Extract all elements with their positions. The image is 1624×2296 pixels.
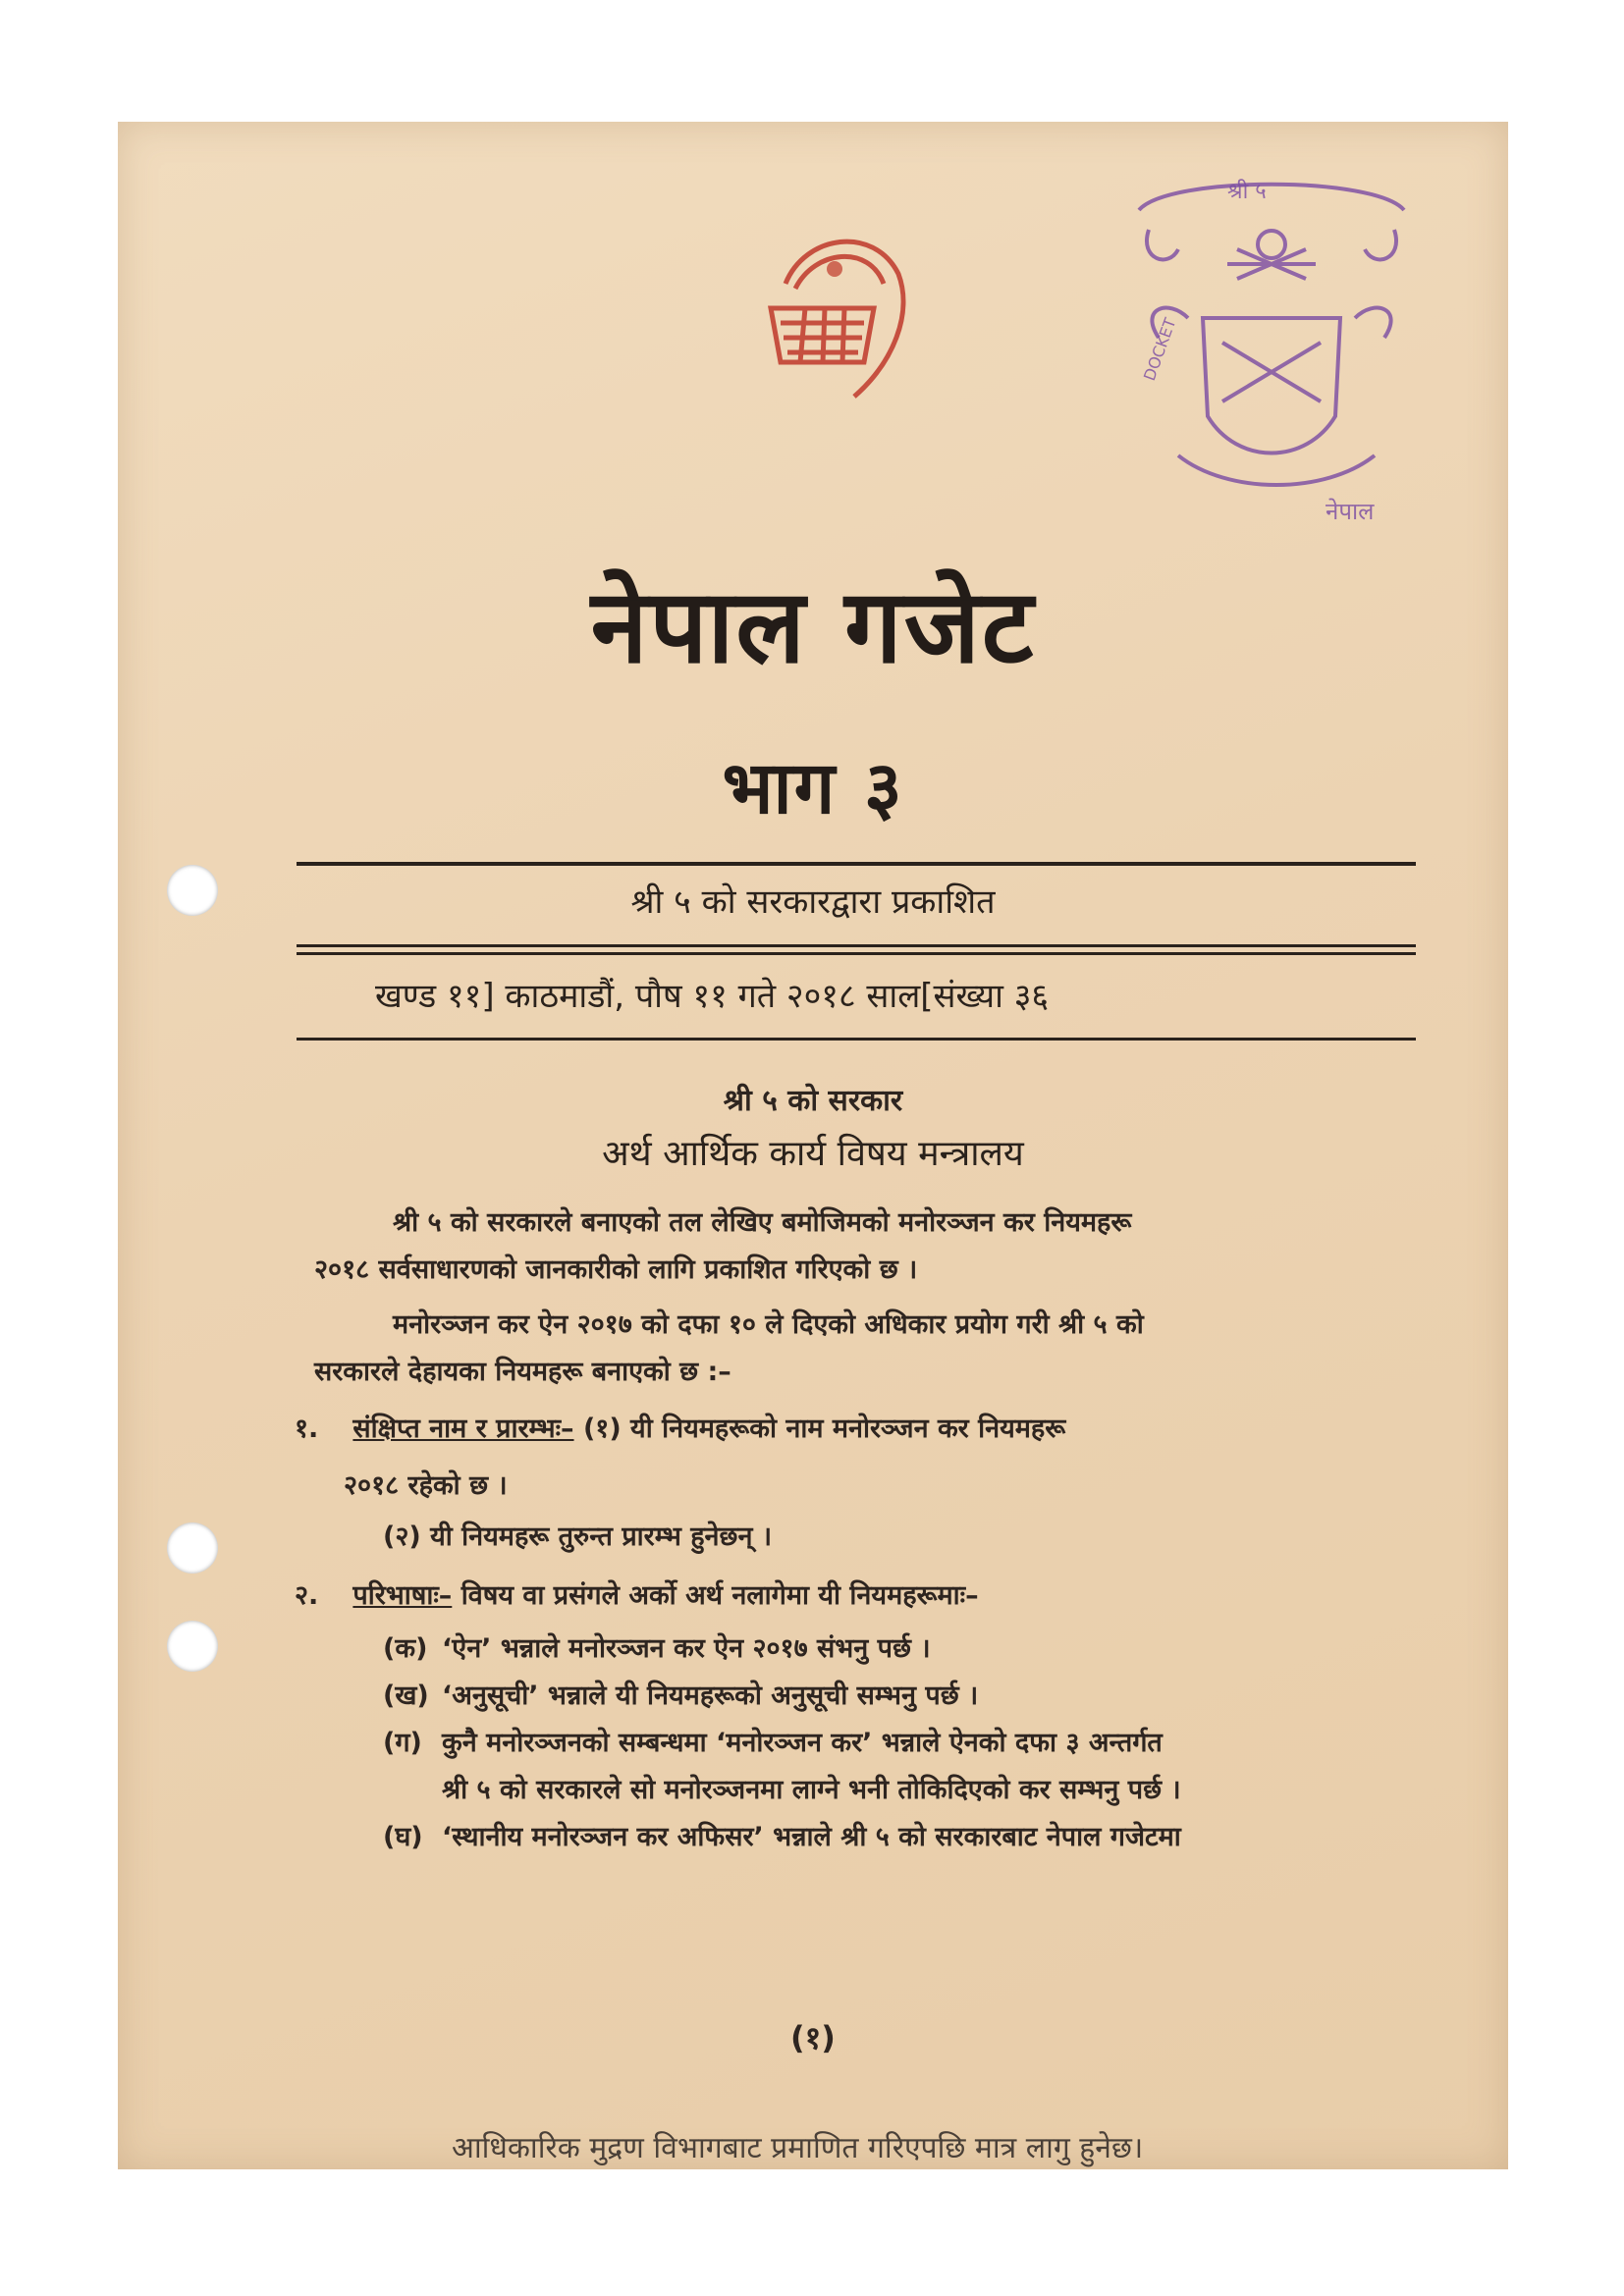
- definition-text: कुनै मनोरञ्जनको सम्बन्धमा ‘मनोरञ्जन कर’ भन्नाले ऐनको दफा ३ अन्तर्गत: [442, 1728, 1163, 1758]
- issue-number: [संख्या ३६: [920, 977, 1050, 1016]
- publisher-line: श्री ५ को सरकारद्वारा प्रकाशित: [630, 882, 996, 922]
- rule-1-number: १.: [295, 1414, 319, 1444]
- seal-docket-text: DOCKET: [1139, 315, 1180, 384]
- masthead-rule-double-1: [297, 944, 1416, 947]
- rule-2-heading: परिभाषाः–: [352, 1580, 453, 1611]
- masthead-rule-double-2: [297, 952, 1416, 955]
- definition-label: (ख): [383, 1681, 429, 1711]
- definition-item: [295, 1720, 1434, 1767]
- punch-hole: [167, 1621, 218, 1672]
- rule-1: [295, 1406, 1434, 1561]
- rule-2-intro: विषय वा प्रसंगले अर्को अर्थ नलागेमा यी नियमहरूमाः–: [460, 1580, 979, 1611]
- ministry-heading: अर्थ आर्थिक कार्य विषय मन्त्रालय: [602, 1134, 1024, 1174]
- authority-heading: श्री ५ को सरकार: [723, 1084, 903, 1118]
- preamble: [314, 1200, 1434, 1396]
- definition-item: [295, 1673, 1434, 1720]
- issue-line: [375, 972, 1416, 1017]
- rule-1-line2: २०१८ रहेको छ ।: [344, 1470, 508, 1501]
- rule-1-line3: (२) यी नियमहरू तुरुन्त प्रारम्भ हुनेछन् ।: [383, 1522, 773, 1552]
- rule-1-heading: संक्षिप्त नाम र प्रारम्भः–: [352, 1414, 574, 1444]
- definition-item: [295, 1767, 1434, 1814]
- footer-note: आधिकारिक मुद्रण विभागबाट प्रमाणित गरिएपछि मात्र लागु हुनेछ।: [452, 2131, 1144, 2165]
- definition-label: (ग): [383, 1728, 422, 1758]
- definition-label: (क): [383, 1633, 428, 1664]
- rule-2: [295, 1573, 1434, 1861]
- definition-item: [295, 1626, 1434, 1673]
- definition-label: (घ): [383, 1822, 423, 1852]
- definition-item: [295, 1814, 1434, 1861]
- preamble-p2-line1: मनोरञ्जन कर ऐन २०१७ को दफा १० ले दिएको अधिकार प्रयोग गरी श्री ५ को: [393, 1309, 1144, 1340]
- royal-emblem-stamp: [727, 215, 923, 411]
- definition-text: ‘अनुसूची’ भन्नाले यी नियमहरूको अनुसूची सम्भनु पर्छ ।: [442, 1681, 979, 1711]
- gazette-title: नेपाल गजेट: [590, 566, 1036, 686]
- place-date: काठमाडौं, पौष ११ गते २०१८ साल: [505, 977, 921, 1016]
- volume-label: खण्ड ११]: [375, 977, 495, 1016]
- masthead-rule-bottom: [297, 1038, 1416, 1041]
- definition-text: ‘स्थानीय मनोरञ्जन कर अफिसर’ भन्नाले श्री ५ को सरकारबाट नेपाल गजेटमा: [442, 1822, 1181, 1852]
- official-seal-stamp: [1110, 171, 1434, 524]
- preamble-p1-line2: २०१८ सर्वसाधारणको जानकारीको लागि प्रकाशित गरिएको छ ।: [314, 1255, 918, 1285]
- rule-1-line1: (१) यी नियमहरूको नाम मनोरञ्जन कर नियमहरू: [582, 1414, 1066, 1444]
- seal-bottom-text: नेपाल: [1326, 498, 1375, 524]
- seal-top-text: श्री ५: [1227, 180, 1267, 204]
- preamble-p1-line1: श्री ५ को सरकारले बनाएको तल लेखिए बमोजिमको मनोरञ्जन कर नियमहरू: [393, 1207, 1132, 1238]
- definition-text: ‘ऐन’ भन्नाले मनोरञ्जन कर ऐन २०१७ संभनु पर्छ ।: [442, 1633, 931, 1664]
- masthead-rule-top: [297, 862, 1416, 866]
- page-number: (१): [790, 2019, 836, 2056]
- rule-2-number: २.: [295, 1580, 319, 1611]
- preamble-p2-line2: सरकारले देहायका नियमहरू बनाएको छ :–: [314, 1357, 731, 1387]
- gazette-page: [118, 122, 1508, 2169]
- gazette-part: भाग ३: [722, 746, 904, 830]
- punch-hole: [167, 1522, 218, 1574]
- definition-text: श्री ५ को सरकारले सो मनोरञ्जनमा लाग्ने भनी तोकिदिएको कर सम्भनु पर्छ ।: [442, 1775, 1181, 1805]
